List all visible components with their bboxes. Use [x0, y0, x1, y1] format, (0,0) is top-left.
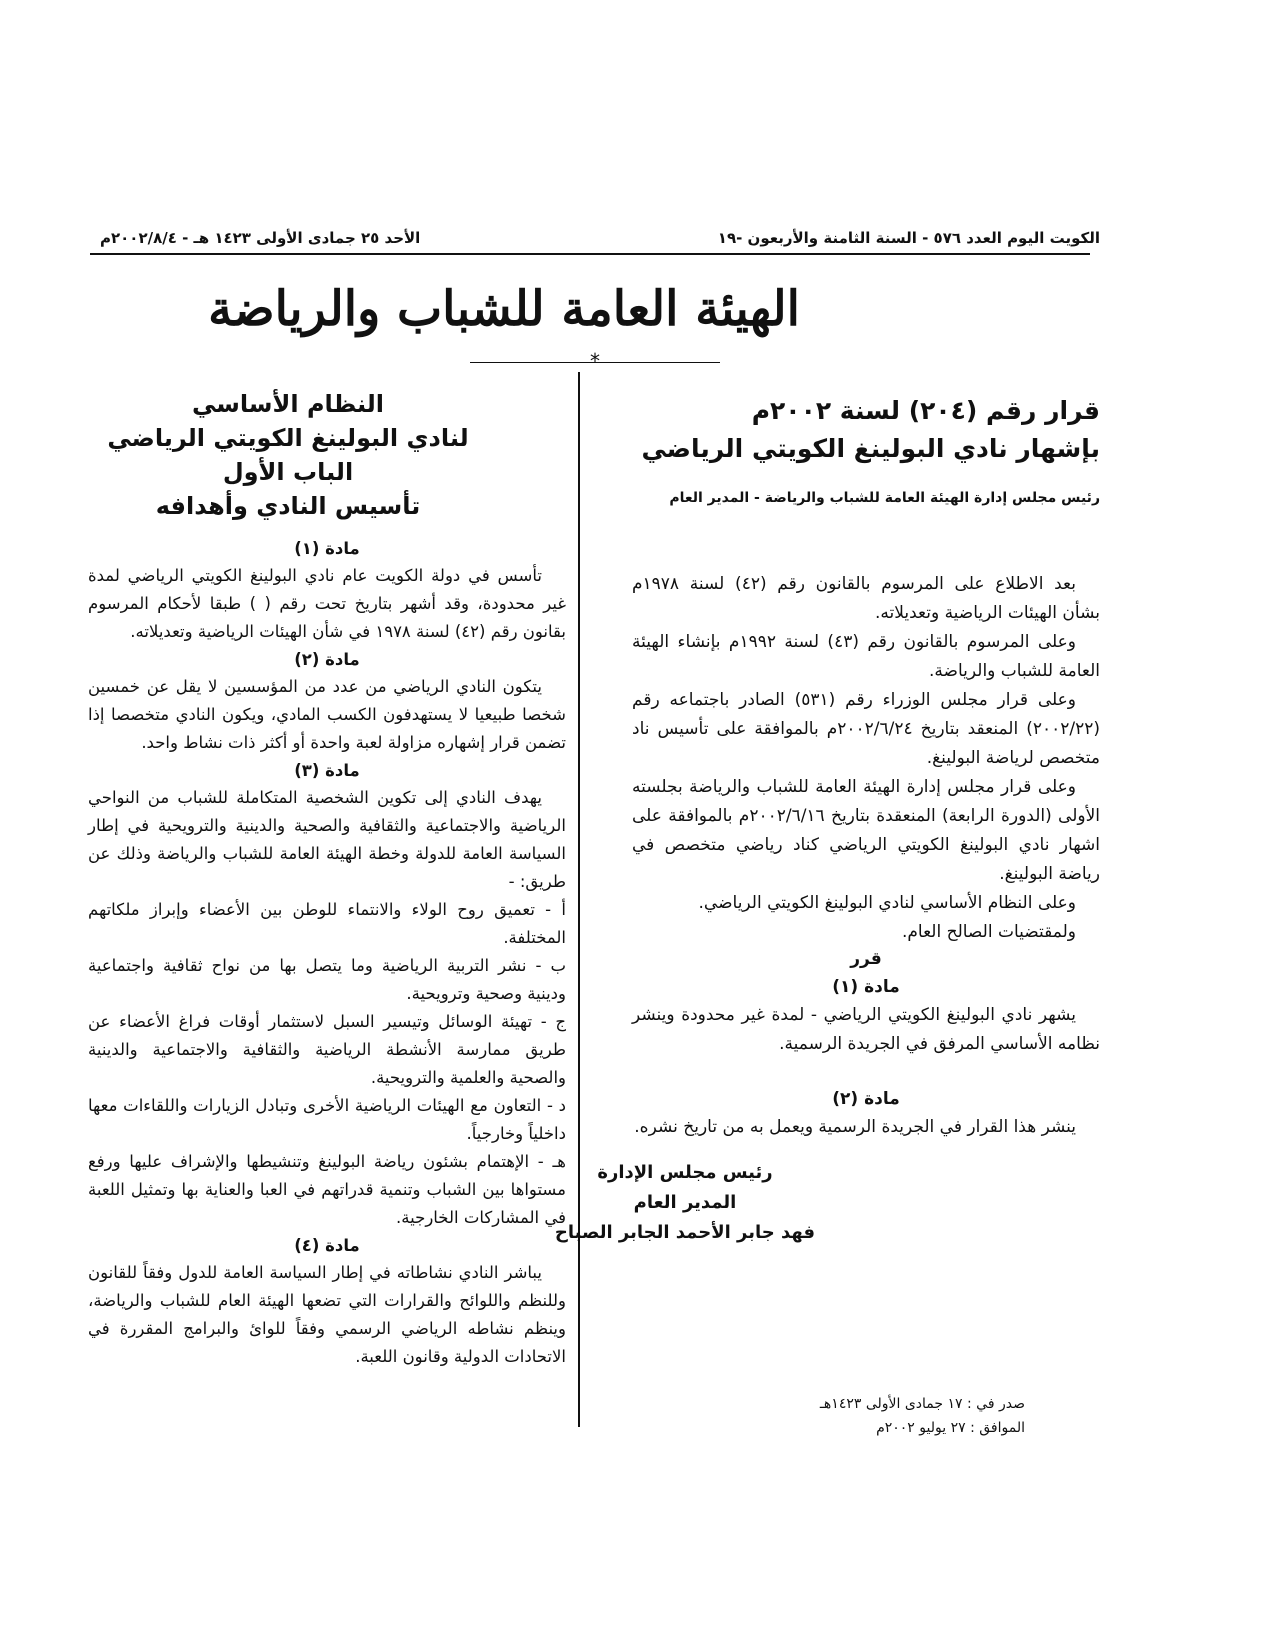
chapter-title: الباب الأول — [222, 458, 354, 486]
preamble-paragraph: ولمقتضيات الصالح العام. — [901, 922, 1076, 942]
article-heading: مادة (١) — [294, 539, 360, 558]
preamble-paragraph: وعلى المرسوم بالقانون رقم (٤٣) لسنة ١٩٩٢م بإنشاء الهيئة العامة للشباب والرياضة. — [632, 632, 1100, 681]
list-item: د - التعاون مع الهيئات الرياضية الأخرى وتبادل الزيارات واللقاءات معها داخلياً وخارجياً. — [88, 1096, 566, 1143]
article-heading: مادة (١) — [832, 977, 900, 997]
preamble-paragraph: بعد الاطلاع على المرسوم بالقانون رقم (٤٢) لسنة ١٩٧٨م بشأن الهيئات الرياضية وتعديلاته. — [632, 574, 1100, 623]
issue-dates — [765, 1392, 1025, 1440]
article-heading: مادة (٤) — [294, 1236, 360, 1255]
issued-gregorian: الموافق : ٢٧ يوليو ٢٠٠٢م — [876, 1420, 1025, 1436]
article-text: يباشر النادي نشاطاته في إطار السياسة العامة للدول وفقاً للقانون وللنظم واللوائح والقرارات التي تضعها الهيئة العام للشباب والرياضة، وينظم نشاطه الرياضي الرسمي وفقاً للوائ والبرامج المقررة في الاتحادات الدولية وقانون اللعبة. — [88, 1263, 566, 1366]
decision-number: قرار رقم (٢٠٤) لسنة ٢٠٠٢م — [751, 396, 1100, 425]
signature-role: المدير العام — [633, 1192, 737, 1213]
preamble-paragraph: وعلى قرار مجلس إدارة الهيئة العامة للشباب والرياضة بجلسته الأولى (الدورة الرابعة) المنعقدة بتاريخ ٢٠٠٢/٦/١٦م بالموافقة على اشهار نادي البولينغ الكويتي الرياضي كناد رياضي متخصص في رياضة البولينغ. — [632, 777, 1100, 884]
article-heading: مادة (٢) — [832, 1089, 900, 1109]
list-item: ب - نشر التربية الرياضية وما يتصل بها من نواح ثقافية واجتماعية ودينية وصحية وترويحية. — [88, 956, 566, 1003]
article-text: يشهر نادي البولينغ الكويتي الرياضي - لمدة غير محدودة وينشر نظامه الأساسي المرفق في الجريدة الرسمية. — [632, 1005, 1100, 1054]
decision-issuer: رئيس مجلس إدارة الهيئة العامة للشباب والرياضة - المدير العام — [669, 490, 1100, 506]
preamble-paragraph: وعلى قرار مجلس الوزراء رقم (٥٣١) الصادر باجتماعه رقم (٢٠٠٢/٢٢) المنعقد بتاريخ ٢٠٠٢/٦/٢٤م بالموافقة على تأسيس ناد متخصص لرياضة البولينغ. — [632, 690, 1100, 768]
article-heading: مادة (٢) — [294, 650, 360, 669]
ornament-icon: * — [590, 349, 600, 373]
issue-info: الكويت اليوم العدد ٥٧٦ - السنة الثامنة والأربعون -١٩ — [717, 229, 1100, 247]
masthead-title: الهيئة العامة للشباب والرياضة — [208, 281, 800, 337]
decision-title — [632, 392, 1100, 468]
article-text: تأسس في دولة الكويت عام نادي البولينغ الكويتي الرياضي لمدة غير محدودة، وقد أشهر بتاريخ تحت رقم ( ) طبقا لأحكام المرسوم بقانون رقم (٤٢) لسنة ١٩٧٨ في شأن الهيئات الرياضية وتعديلاته. — [88, 566, 566, 641]
column-divider — [578, 372, 580, 1427]
statute-title-line: لنادي البولينغ الكويتي الرياضي — [107, 424, 469, 452]
issue-date: الأحد ٢٥ جمادى الأولى ١٤٢٣ هـ - ٢٠٠٢/٨/٤م — [100, 229, 421, 247]
article-text: يهدف النادي إلى تكوين الشخصية المتكاملة للشباب من النواحي الرياضية والاجتماعية والثقافية والصحية والدينية والترويحية في إطار السياسة العامة للدولة وخطة الهيئة العامة للشباب والرياضة وذلك عن طريق: - — [88, 788, 566, 891]
list-item: أ - تعميق روح الولاء والانتماء للوطن بين الأعضاء وإبراز ملكاتهم المختلفة. — [88, 900, 566, 947]
list-item: هـ - الإهتمام بشئون رياضة البولينغ وتنشيطها والإشراف عليها ورفع مستواها بين الشباب وتنمية قدراتهم في العبا والعناية بها وتمثيل اللعبة في المشاركات الخارجية. — [88, 1152, 566, 1227]
signature-name: فهد جابر الأحمد الجابر الصباح — [554, 1222, 816, 1243]
signature-block — [525, 1158, 845, 1248]
issued-on: صدر في : ١٧ جمادى الأولى ١٤٢٣هـ — [819, 1396, 1025, 1412]
statute-body — [88, 535, 566, 1371]
preamble-paragraph: وعلى النظام الأساسي لنادي البولينغ الكويتي الرياضي. — [698, 893, 1076, 913]
signature-title: رئيس مجلس الإدارة — [597, 1162, 773, 1183]
article-heading: مادة (٣) — [294, 761, 360, 780]
article-text: ينشر هذا القرار في الجريدة الرسمية ويعمل به من تاريخ نشره. — [634, 1117, 1076, 1137]
statute-title — [88, 387, 488, 523]
article-text: يتكون النادي الرياضي من عدد من المؤسسين لا يقل عن خمسين شخصا طبيعيا لا يستهدفون الكسب المادي، ويكون النادي متخصصا إذا تضمن قرار إشهاره مزاولة لعبة واحدة أو أكثر ذات نشاط واحد. — [88, 677, 566, 752]
header-rule — [90, 253, 1090, 255]
decision-subject: بإشهار نادي البولينغ الكويتي الرياضي — [641, 434, 1100, 463]
decision-articles — [632, 945, 1100, 1142]
chapter-subject: تأسيس النادي وأهدافه — [155, 492, 421, 520]
decision-preamble — [632, 570, 1100, 947]
decided-heading: قرر — [850, 949, 882, 969]
statute-title-line: النظام الأساسي — [192, 390, 384, 418]
list-item: ج - تهيئة الوسائل وتيسير السبل لاستثمار أوقات فراغ الأعضاء عن طريق ممارسة الأنشطة الرياضية والثقافية والاجتماعية والدينية والصحية والعلمية والترويحية. — [88, 1012, 566, 1087]
